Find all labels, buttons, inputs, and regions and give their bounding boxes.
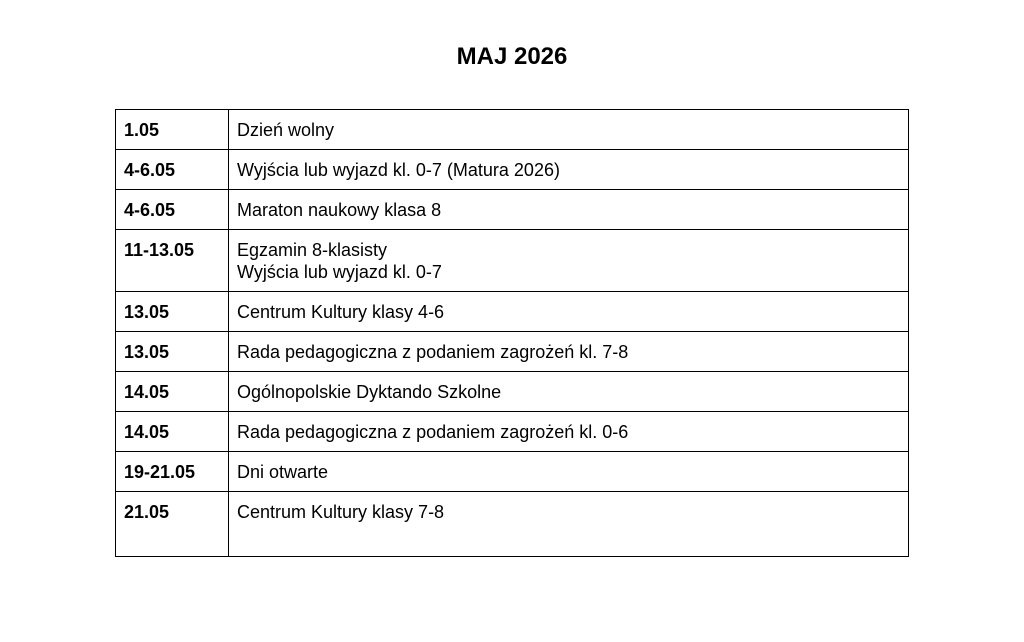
date-cell: 11-13.05 — [116, 230, 229, 292]
table-row — [116, 150, 909, 190]
event-cell — [229, 412, 909, 452]
table-row — [116, 452, 909, 492]
event-text: Rada pedagogiczna z podaniem zagrożeń kl. 0-6 — [237, 422, 629, 442]
event-text: Ogólnopolskie Dyktando Szkolne — [237, 382, 502, 402]
date-cell: 14.05 — [116, 412, 229, 452]
table-row — [116, 332, 909, 372]
event-text: Rada pedagogiczna z podaniem zagrożeń kl. 7-8 — [237, 342, 629, 362]
date-cell: 13.05 — [116, 292, 229, 332]
date-cell: 21.05 — [116, 492, 229, 557]
table-row — [116, 492, 909, 557]
event-text: Egzamin 8-klasisty — [237, 240, 388, 260]
date-cell: 19-21.05 — [116, 452, 229, 492]
event-cell — [229, 150, 909, 190]
schedule-table — [115, 109, 909, 557]
event-text: Centrum Kultury klasy 7-8 — [237, 502, 445, 522]
event-cell — [229, 230, 909, 292]
event-cell — [229, 190, 909, 230]
event-text: Dni otwarte — [237, 462, 329, 482]
event-cell — [229, 292, 909, 332]
event-text: Wyjścia lub wyjazd kl. 0-7 (Matura 2026) — [237, 160, 560, 180]
table-row — [116, 110, 909, 150]
event-cell — [229, 332, 909, 372]
date-cell: 4-6.05 — [116, 190, 229, 230]
table-row — [116, 190, 909, 230]
table-row — [116, 292, 909, 332]
event-text: Maraton naukowy klasa 8 — [237, 200, 442, 220]
date-cell: 1.05 — [116, 110, 229, 150]
date-cell: 13.05 — [116, 332, 229, 372]
table-row — [116, 412, 909, 452]
event-text: Centrum Kultury klasy 4-6 — [237, 302, 445, 322]
event-cell — [229, 452, 909, 492]
event-cell — [229, 110, 909, 150]
table-row — [116, 230, 909, 292]
page-title: MAJ 2026 — [456, 43, 568, 70]
date-cell: 14.05 — [116, 372, 229, 412]
table-row — [116, 372, 909, 412]
event-cell — [229, 372, 909, 412]
event-cell — [229, 492, 909, 557]
date-cell: 4-6.05 — [116, 150, 229, 190]
event-text: Wyjścia lub wyjazd kl. 0-7 — [237, 262, 442, 282]
event-text: Dzień wolny — [237, 120, 335, 140]
